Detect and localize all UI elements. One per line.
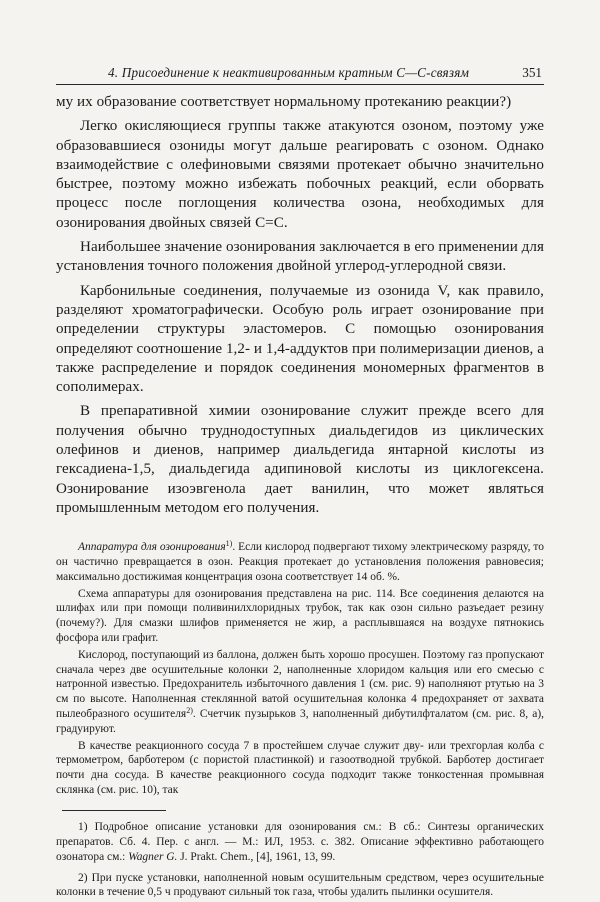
book-page	[56, 62, 544, 900]
apparatus-paragraph-1-text: . Если кислород подвергают тихому электрическому разряду, то он частично превращается в озон. Реакция протекает до установления положения равновесия; максимально достижимая концентрация озона соответствует 14 об. %.	[56, 541, 544, 583]
running-header	[56, 62, 544, 85]
apparatus-paragraph-3-text-b: . Счетчик пузырьков 3, наполненный дибутилфталатом (см. рис. 8, а), градуируют.	[56, 708, 544, 735]
paragraph-ozonation-significance: Наибольшее значение озонирования заключается в его применении для установления точного положения двойной углерод-углеродной связи.	[56, 239, 544, 275]
apparatus-paragraph-1	[56, 540, 544, 584]
footnote-1	[56, 820, 544, 865]
paragraph-carbonyl-compounds: Карбонильные соединения, получаемые из озонида V, как правило, разделяют хроматографически. Особую роль играет озонирование при определении структуры эластомеров. С помощью озонирования определяют соотношение 1,2- и 1,4-аддуктов при полимеризации диенов, а также распределение и порядок соединения мономерных фрагментов в сополимерах.	[56, 282, 544, 396]
footnote-1-text-b: J. Prakt. Chem., [4], 1961, 13, 99.	[177, 850, 336, 863]
apparatus-section	[56, 540, 544, 798]
paragraph-oxidizing-groups: Легко окисляющиеся группы также атакуются озоном, поэтому уже образовавшиеся озониды могут дальше реагировать с озоном. Однако взаимодействие с олефиновыми связями протекает обычно значительно быстрее, поэтому можно избежать побочных реакций, если оборвать процесс после поглощения количества озона, необходимых для озонирования двойных связей С=С.	[56, 118, 544, 231]
footnote-ref-1: 1)	[225, 539, 233, 549]
paragraph-continuation: му их образование соответствует нормальному протеканию реакции?)	[56, 94, 512, 110]
apparatus-paragraph-3-text-a: Кислород, поступающий из баллона, должен быть хорошо просушен. Поэтому газ пропускают сначала через две осушительные колонки 2, наполненные хлоридом кальция или его смесью с натронной известью. Предохранитель избыточного давления 1 (см. рис. 9) наполняют ртутью на 3 см по высоте. Наполненная стеклянной ватой осушительная колонка 4 предохраняет от захвата пылеобразного осушителя	[56, 648, 544, 720]
footnote-1-author: Wagner G.	[128, 850, 178, 863]
paragraph-preparative-chemistry: В препаративной химии озонирование служит прежде всего для получения обычно труднодоступных диальдегидов из циклических олефинов и диенов, например диальдегида янтарной кислоты из гексадиена-1,5, диальдегида адипиновой кислоты из циклогексена. Озонирование изоэвгенола дает ванилин, что может являться промышленным методом его получения.	[56, 403, 544, 516]
footnote-ref-2: 2)	[186, 706, 193, 715]
apparatus-paragraph-2: Схема аппаратуры для озонирования представлена на рис. 114. Все соединения делаются на шлифах или при помощи поливинилхлоридных трубок, так как озон сильно разъедает резину (почему?). Для смазки шлифов применяется не жир, а расплывшаяся на воздухе пятнокись фосфора или графит.	[56, 587, 544, 645]
apparatus-paragraph-4: В качестве реакционного сосуда 7 в простейшем случае служит дву- или трехгорлая колба с термометром, барботером (с пористой пластинкой) и газоотводной трубкой. Барботер достигает почти дна сосуда. В качестве реакционного сосуда подходит также тонкостенная промывная склянка (см. рис. 10), так	[56, 739, 544, 796]
apparatus-heading: Аппаратура для озонирования	[78, 541, 226, 554]
footnote-2: 2) При пуске установки, наполненной новым осушительным средством, через осушительные колонки в течение 0,5 ч продувают сильный ток газа, чтобы удалить пылинки осушителя.	[56, 871, 544, 899]
chapter-title: 4. Присоединение к неактивированным кратным С—С-связям	[108, 65, 470, 80]
apparatus-paragraph-3	[56, 648, 544, 737]
page-number: 351	[522, 65, 542, 80]
footnotes	[56, 820, 544, 901]
main-text	[56, 93, 544, 518]
footnote-divider	[62, 810, 166, 811]
footnote-1-text-a: 1) Подробное описание установки для озонирования см.: В сб.: Синтезы органических препаратов. Сб. 4. Пер. с англ. — М.: ИЛ, 1953. с. 382. Описание эффективно работающего озонатора см.:	[56, 820, 544, 863]
